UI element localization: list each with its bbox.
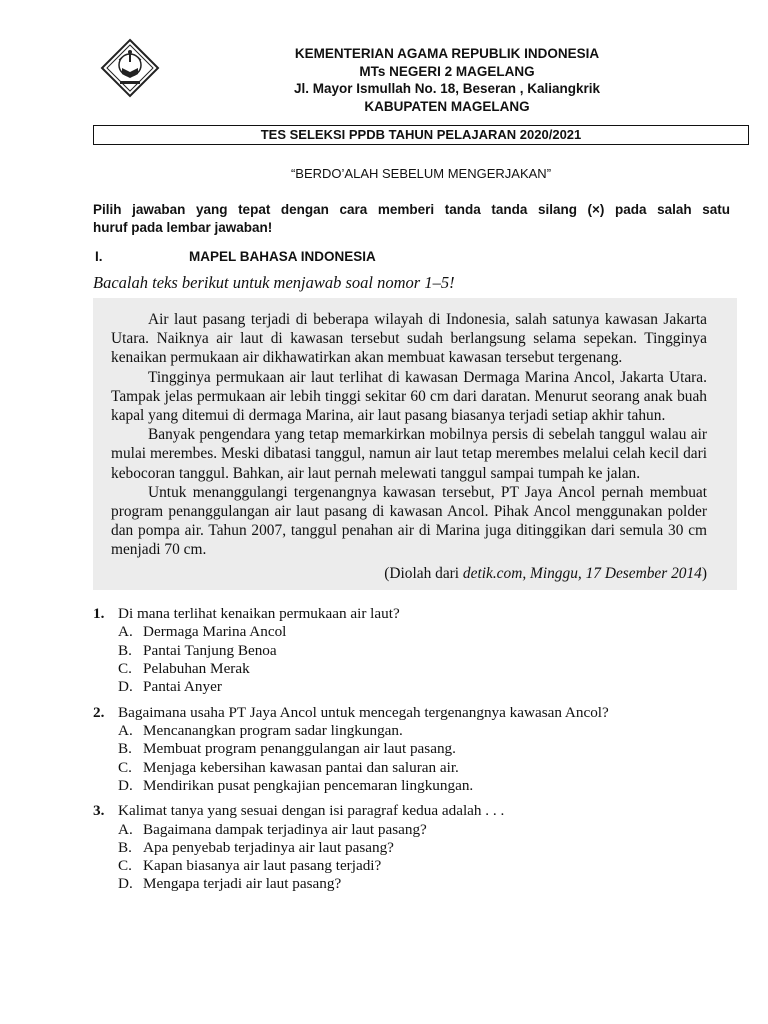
question-text: Bagaimana usaha PT Jaya Ancol untuk mencegah tergenangnya kawasan Ancol?	[118, 703, 609, 721]
passage-paragraph: Tingginya permukaan air laut terlihat di kawasan Dermaga Marina Ancol, Jakarta Utara. Tampak jelas permukaan air lebih tinggi sekitar 60 cm dari daratan. Menurut seorang anak buah kapal yang ditemui di dermaga Marina, air laut pasang biasanya terjadi setiap akhir tahun.	[111, 368, 707, 425]
section-heading	[93, 249, 376, 264]
test-title-box	[93, 125, 749, 145]
school-address: Jl. Mayor Ismullah No. 18, Beseran , Kaliangkrik	[293, 81, 601, 96]
answer-option	[93, 839, 733, 857]
school-name: MTs NEGERI 2 MAGELANG	[359, 63, 535, 79]
answer-option	[93, 777, 733, 795]
option-letter: C.	[118, 758, 132, 776]
option-text: Pantai Tanjung Benoa	[143, 641, 277, 659]
option-letter: D.	[118, 875, 133, 893]
ministry-name: KEMENTERIAN AGAMA REPUBLIK INDONESIA	[294, 46, 600, 61]
test-title: TES SELEKSI PPDB TAHUN PELAJARAN 2020/2021	[260, 127, 582, 142]
option-letter: D.	[118, 776, 133, 794]
answer-option	[93, 821, 733, 839]
question-number: 3.	[93, 802, 105, 820]
option-text: Bagaimana dampak terjadinya air laut pasang?	[143, 820, 427, 838]
answer-option	[93, 759, 733, 777]
reading-passage	[93, 298, 737, 590]
source-suffix: )	[701, 564, 707, 582]
option-text: Kapan biasanya air laut pasang terjadi?	[143, 857, 382, 875]
passage-paragraph: Air laut pasang terjadi di beberapa wilayah di Indonesia, salah satunya kawasan Jakarta Utara. Naiknya air laut di kawasan tersebut sudah berlangsung selama sepekan. Tingginya kenaikan permukaan air dikhawatirkan akan membuat kawasan tersebut tergenang.	[111, 311, 707, 367]
question-number: 1.	[93, 605, 105, 622]
option-text: Dermaga Marina Ancol	[143, 623, 287, 641]
question-text: Di mana terlihat kenaikan permukaan air laut?	[118, 605, 400, 622]
option-text: Mengapa terjadi air laut pasang?	[143, 875, 342, 893]
option-text: Pantai Anyer	[143, 678, 222, 696]
question-1	[93, 605, 733, 697]
answer-instruction	[93, 201, 730, 237]
answer-option	[93, 623, 733, 641]
option-letter: B.	[118, 740, 132, 758]
passage-paragraph: Untuk menanggulangi tergenangnya kawasan tersebut, PT Jaya Ancol pernah membuat program penanggulangan air laut pasang di kawasan Ancol. Pihak Ancol menggunakan polder dan pompa air. Tahun 2007, tanggul penahan air di Marina juga ditinggikan dari semula 30 cm menjadi 70 cm.	[111, 483, 707, 559]
option-letter: D.	[118, 678, 133, 696]
section-title: MAPEL BAHASA INDONESIA	[189, 249, 376, 264]
reading-instruction: Bacalah teks berikut untuk menjawab soal nomor 1–5!	[93, 273, 455, 292]
passage-paragraph: Banyak pengendara yang tetap memarkirkan mobilnya persis di sebelah tanggul walau air mulai merembes. Meski dibatasi tanggul, namun air laut tetap merembes melalui celah kecil dari kebocoran tanggul. Bahkan, air laut pernah melewati tanggul sampai tumpah ke jalan.	[111, 426, 707, 482]
option-text: Menjaga kebersihan kawasan pantai dan saluran air.	[143, 758, 459, 776]
option-letter: C.	[118, 857, 132, 875]
school-header	[150, 45, 744, 115]
answer-option	[93, 660, 733, 678]
answer-option	[93, 857, 733, 875]
school-regency: KABUPATEN MAGELANG	[364, 98, 530, 114]
passage-source	[111, 564, 707, 583]
motto: “BERDO’ALAH SEBELUM MENGERJAKAN”	[290, 166, 552, 181]
option-text: Mendirikan pusat pengkajian pencemaran lingkungan.	[143, 776, 474, 794]
question-list	[93, 605, 733, 901]
option-text: Apa penyebab terjadinya air laut pasang?	[143, 838, 394, 856]
option-letter: B.	[118, 838, 132, 856]
answer-option	[93, 722, 733, 740]
question-2	[93, 704, 733, 796]
answer-option	[93, 875, 733, 893]
instruction-line-2: huruf pada lembar jawaban!	[93, 220, 273, 235]
question-3	[93, 802, 733, 894]
answer-option	[93, 642, 733, 660]
option-letter: A.	[118, 722, 133, 739]
option-letter: B.	[118, 641, 132, 659]
question-number: 2.	[93, 703, 105, 721]
question-text: Kalimat tanya yang sesuai dengan isi paragraf kedua adalah . . .	[118, 802, 505, 820]
option-letter: A.	[118, 623, 133, 641]
instruction-line-1: Pilih jawaban yang tepat dengan cara memberi tanda tanda silang (×) pada salah satu	[93, 202, 730, 217]
source-prefix: (Diolah dari	[384, 564, 463, 582]
option-letter: A.	[118, 820, 133, 838]
option-letter: C.	[118, 660, 132, 677]
section-number: I.	[95, 249, 103, 264]
option-text: Pelabuhan Merak	[143, 660, 250, 677]
option-text: Mencanangkan program sadar lingkungan.	[143, 722, 403, 739]
source-name: detik.com, Minggu, 17 Desember 2014	[462, 564, 702, 582]
answer-option	[93, 678, 733, 696]
answer-option	[93, 740, 733, 758]
option-text: Membuat program penanggulangan air laut pasang.	[143, 740, 456, 758]
